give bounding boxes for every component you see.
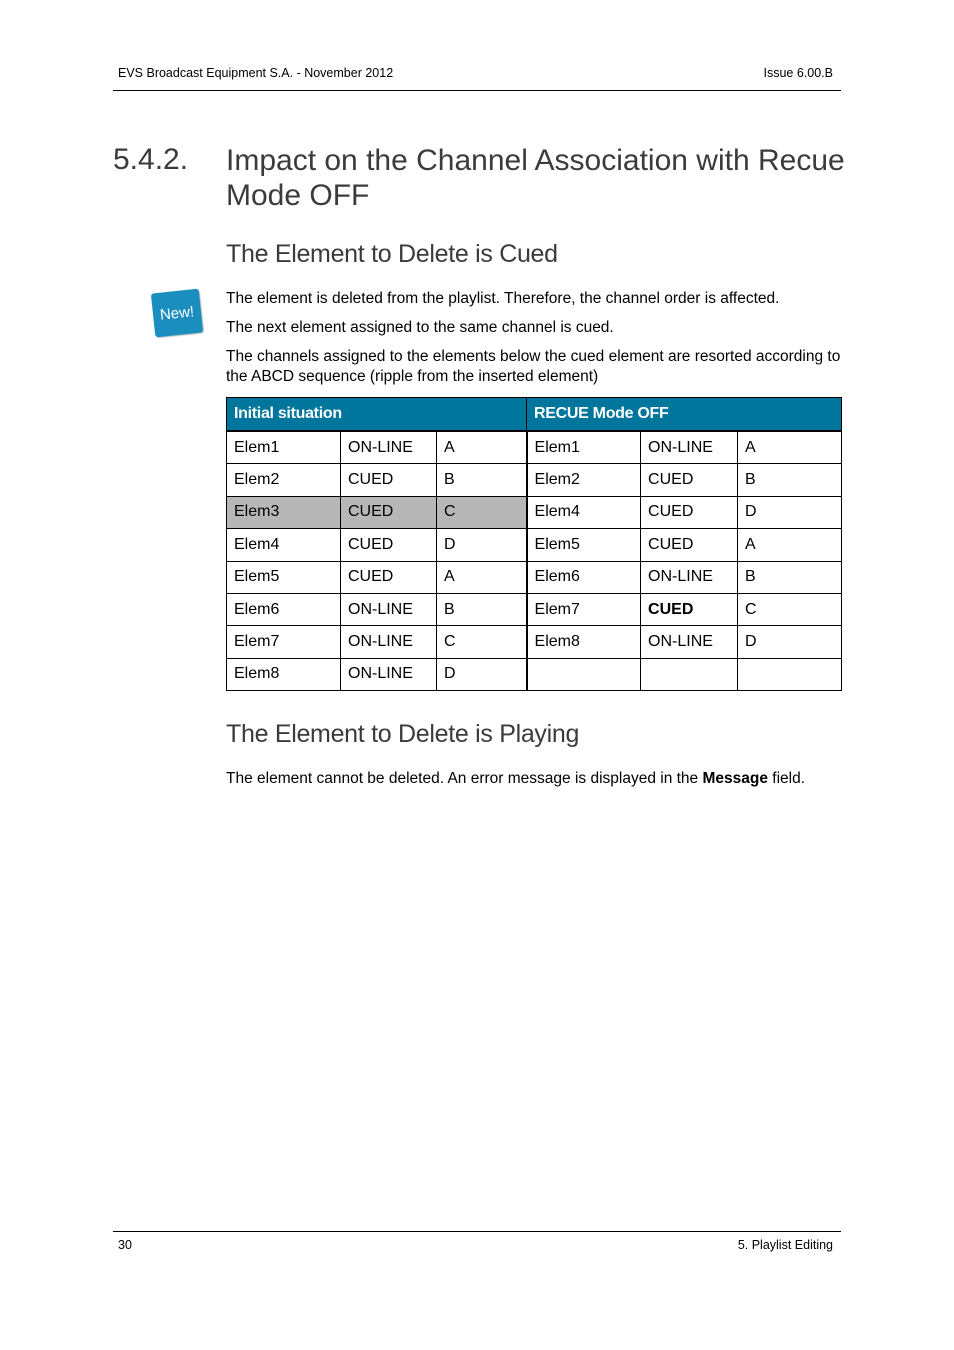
table-cell: ON-LINE [341,626,437,658]
table-cell: CUED [641,529,738,561]
header-initial-situation: Initial situation [227,398,527,432]
table-cell: Elem7 [227,626,341,658]
table-cell: Elem8 [227,658,341,690]
header-left-text: EVS Broadcast Equipment S.A. - November 2012 [118,66,394,80]
heading-playing: The Element to Delete is Playing [226,720,580,748]
paragraph-1: The element is deleted from the playlist. Therefore, the channel order is affected. [226,290,780,307]
table-cell: CUED [341,561,437,593]
table-row [227,431,842,464]
section-title: Impact on the Channel Association with Recue Mode OFF [226,144,845,212]
header-right-text: Issue 6.00.B [763,66,833,80]
header-recue-mode-off: RECUE Mode OFF [527,398,842,432]
footer-divider [113,1231,841,1232]
table-row [227,626,842,658]
table-cell: Elem2 [527,464,641,496]
playing-text-after: field. [767,770,806,787]
table-cell: CUED [341,529,437,561]
table-cell: ON-LINE [341,431,437,464]
table-cell: A [437,431,527,464]
table-cell: ON-LINE [341,593,437,625]
table-row [227,593,842,625]
playing-paragraph [226,769,841,789]
table-cell: Elem2 [227,464,341,496]
table-cell: A [437,561,527,593]
table-cell-highlighted: Elem3 [227,496,341,528]
table-cell: Elem1 [527,431,641,464]
heading-cued: The Element to Delete is Cued [226,240,558,268]
table-cell: CUED [641,464,738,496]
table-row [227,529,842,561]
table-cell: B [437,593,527,625]
table-cell [527,658,641,690]
new-badge-label: New! [159,302,195,324]
table-cell: ON-LINE [641,626,738,658]
table-cell: D [738,626,842,658]
table-cell: B [738,464,842,496]
table-cell: C [437,626,527,658]
table-cell-highlighted: C [437,496,527,528]
table-cell: Elem1 [227,431,341,464]
table-cell: Elem5 [227,561,341,593]
table-cell: CUED [341,464,437,496]
table-cell: B [437,464,527,496]
table-cell: B [738,561,842,593]
section-number: 5.4.2. [113,143,189,176]
table-cell [641,658,738,690]
new-badge-icon [151,289,203,338]
table-header-row [227,398,842,432]
table-cell: ON-LINE [641,561,738,593]
table-cell: D [437,658,527,690]
playing-text-before: The element cannot be deleted. An error message is displayed in the [226,770,703,787]
table-cell: Elem6 [527,561,641,593]
table-cell: Elem4 [527,496,641,528]
table-cell: Elem8 [527,626,641,658]
table-cell: Elem6 [227,593,341,625]
message-field-name: Message [702,770,768,787]
page-number: 30 [118,1238,132,1252]
table-cell: A [738,529,842,561]
table-row-highlighted [227,496,842,528]
paragraph-2: The next element assigned to the same channel is cued. [226,319,614,336]
table-cell-bold: CUED [641,593,738,625]
chapter-name: 5. Playlist Editing [737,1238,833,1252]
table-cell: D [437,529,527,561]
table-row [227,464,842,496]
table-cell-highlighted: CUED [341,496,437,528]
table-cell: C [738,593,842,625]
table-cell: D [738,496,842,528]
header-divider [113,90,841,91]
table-cell: CUED [641,496,738,528]
table-row [227,658,842,690]
table-cell: Elem5 [527,529,641,561]
table-cell: ON-LINE [641,431,738,464]
table-cell: ON-LINE [341,658,437,690]
table-cell: A [738,431,842,464]
paragraph-3: The channels assigned to the elements below the cued element are resorted according to the ABCD sequence (ripple from the inserted element) [226,348,841,385]
table-cell: Elem4 [227,529,341,561]
table-cell: Elem7 [527,593,641,625]
comparison-table [226,397,842,691]
table-row [227,561,842,593]
table-cell [738,658,842,690]
